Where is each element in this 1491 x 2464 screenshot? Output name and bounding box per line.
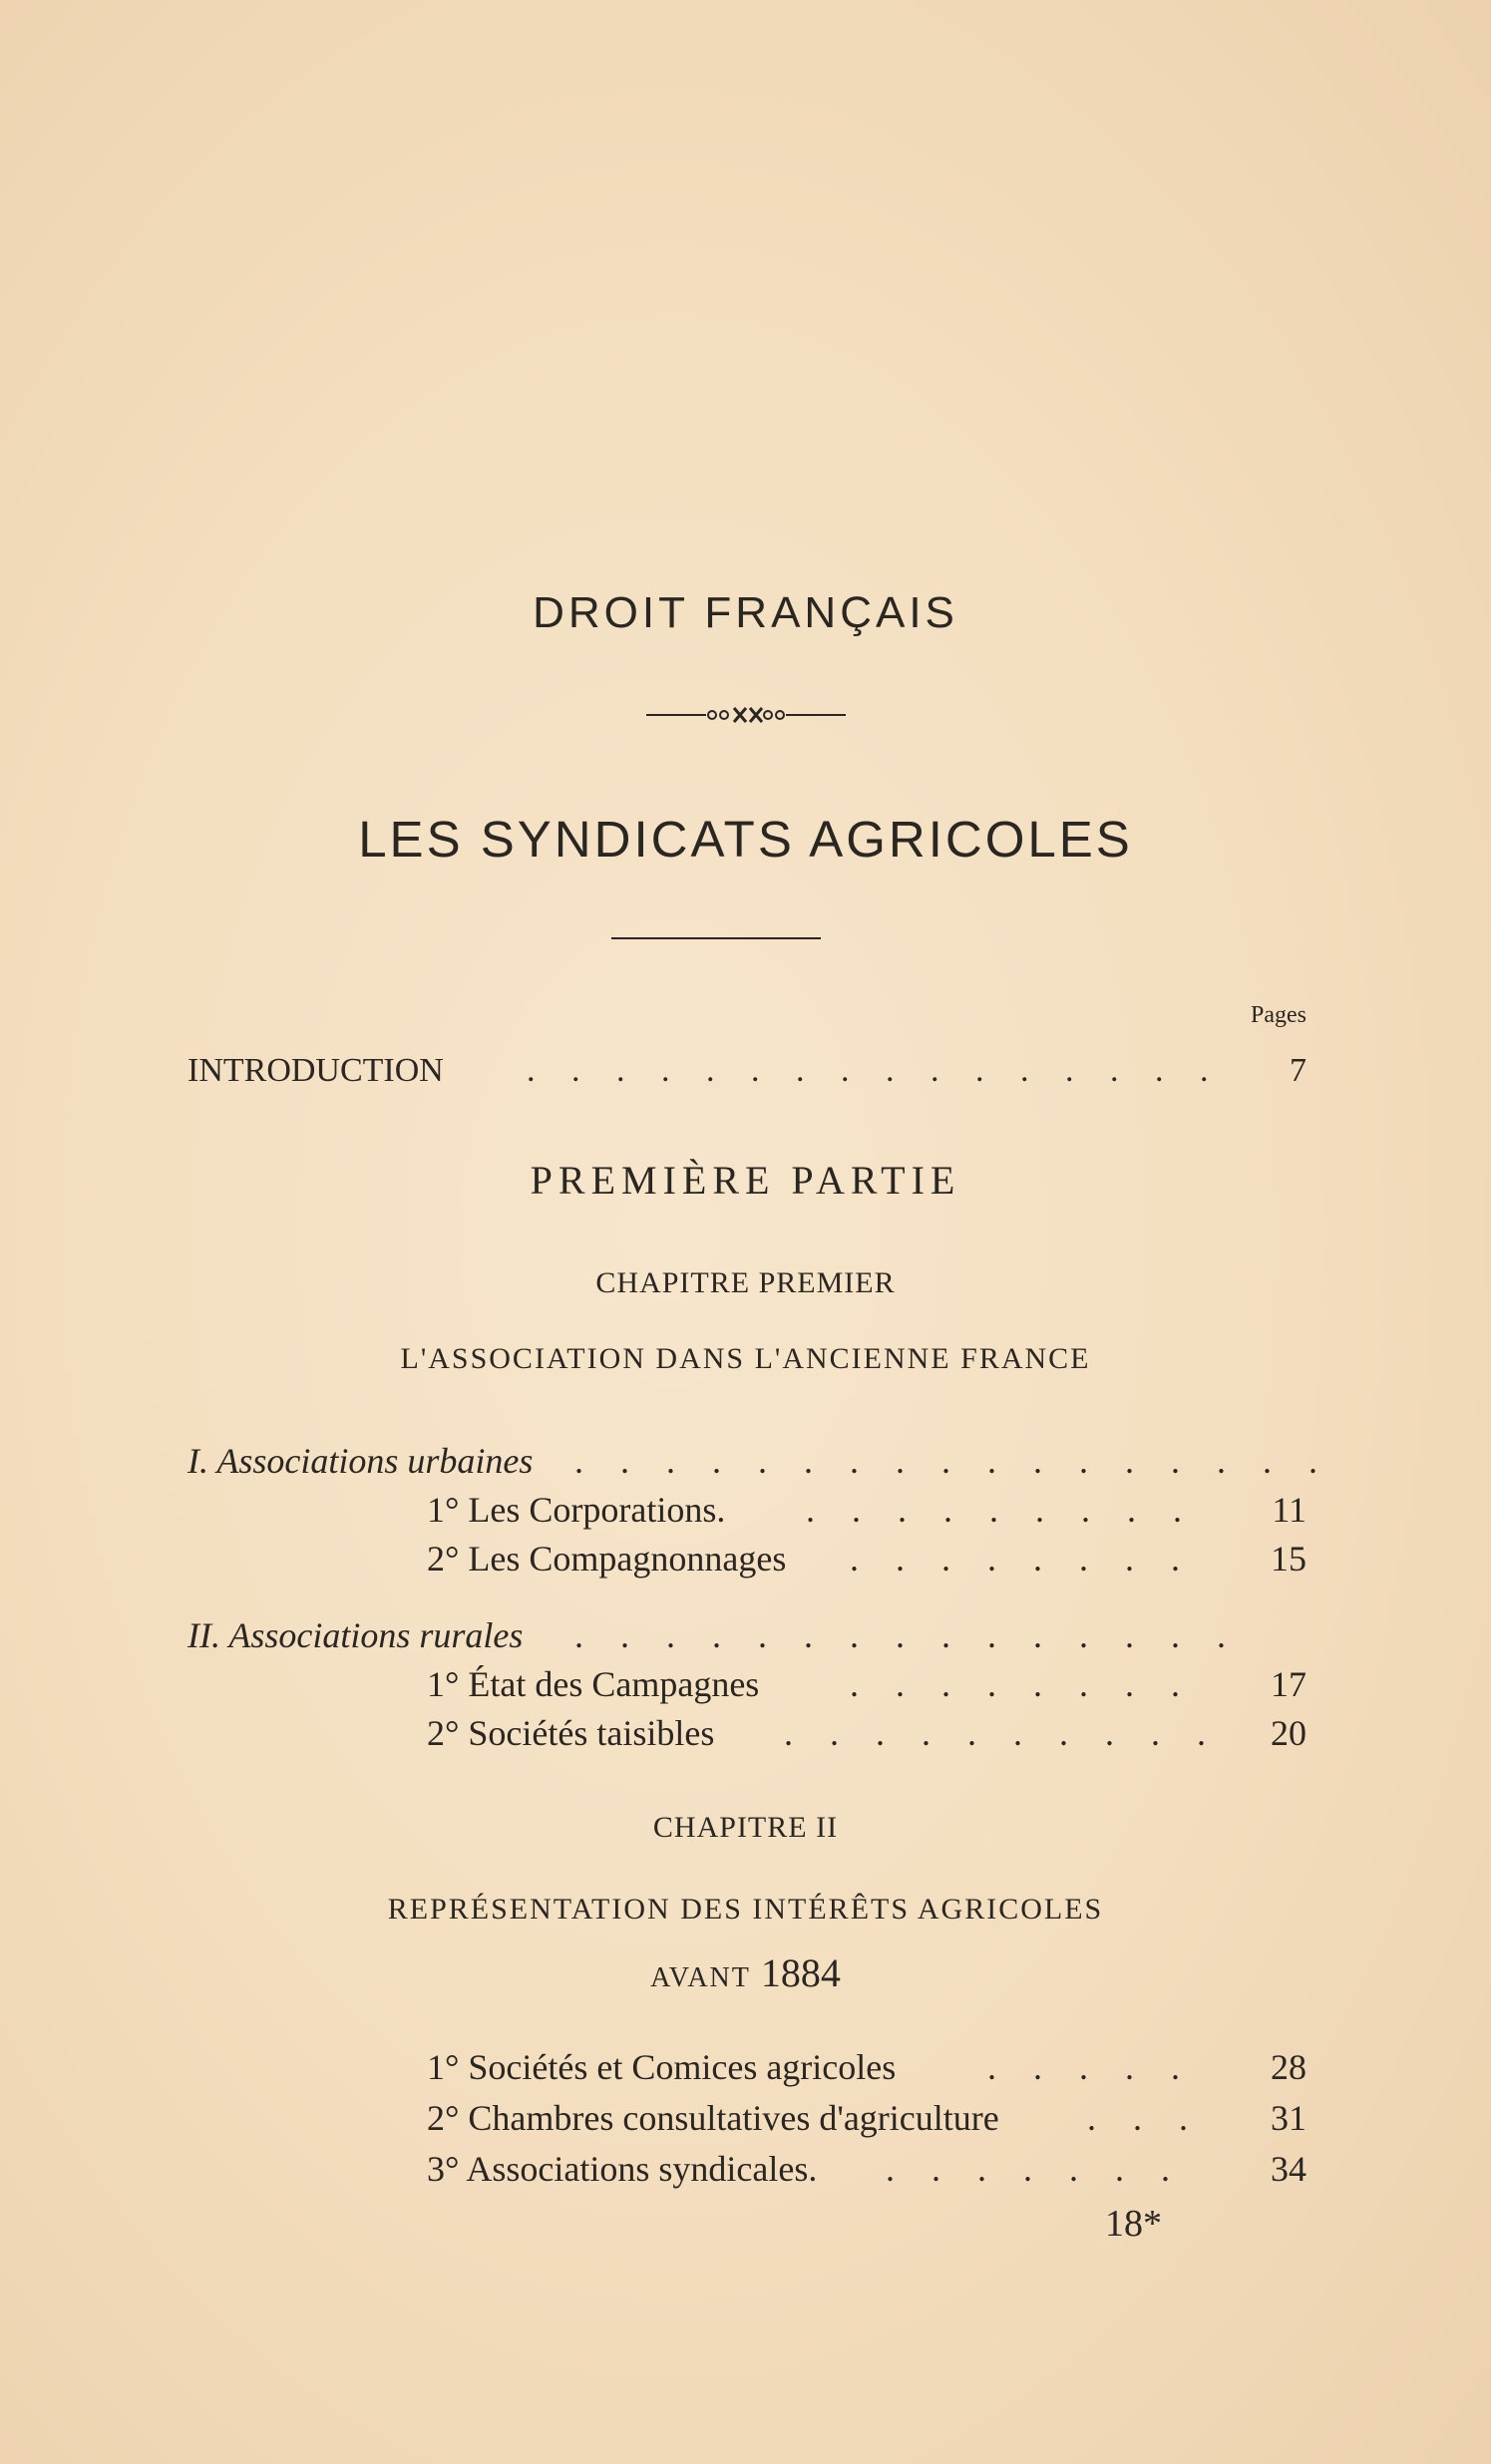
toc-entry (427, 2146, 1306, 2192)
toc-leader-dots: . . . . . . . . . . . . . . . . . (574, 1441, 1331, 1481)
toc-entry-label: 1° État des Campagnes (427, 1664, 760, 1704)
part-title: PREMIÈRE PARTIE (530, 1158, 961, 1203)
toc-entry (427, 2095, 1306, 2141)
toc-page-number: 20 (1271, 1713, 1306, 1753)
toc-entry-label: 2° Les Compagnonnages (427, 1539, 787, 1579)
toc-entry (427, 1661, 1306, 1707)
toc-leader-dots: . . . . . . . . . . . . . . . (574, 1615, 1240, 1655)
toc-page-number: 31 (1271, 2098, 1306, 2138)
toc-entry-label: I. Associations urbaines (187, 1441, 534, 1481)
subtitle-year: 1884 (760, 1950, 841, 1995)
toc-page-number: 28 (1271, 2047, 1306, 2087)
toc-page-number: 7 (1290, 1052, 1306, 1089)
toc-entry (187, 1612, 1306, 1658)
pages-column-header: Pages (1251, 1002, 1306, 1028)
toc-leader-dots: . . . . . . . . (850, 1539, 1194, 1579)
toc-leader-dots: . . . . . . . (886, 2149, 1184, 2189)
toc-leader-dots: . . . . . . . . . . . . . . . . (527, 1052, 1223, 1089)
toc-leader-dots: . . . . . (987, 2047, 1194, 2087)
toc-page-number: 34 (1271, 2149, 1306, 2189)
toc-entry-label: 2° Chambres consultatives d'agriculture (427, 2098, 999, 2138)
chapter-heading: CHAPITRE PREMIER (595, 1266, 896, 1299)
toc-entry (427, 2044, 1306, 2090)
ornament-divider (646, 700, 846, 730)
toc-leader-dots: . . . . . . . . . . (784, 1713, 1220, 1753)
toc-entry (427, 1710, 1306, 1756)
toc-page-number: 11 (1272, 1490, 1306, 1530)
toc-entry-label: INTRODUCTION (187, 1052, 444, 1089)
title-rule (611, 937, 821, 939)
toc-entry-label: 2° Sociétés taisibles (427, 1713, 715, 1753)
chapter-subtitle: REPRÉSENTATION DES INTÉRÊTS AGRICOLES (387, 1893, 1104, 1926)
toc-entry (187, 1438, 1331, 1484)
signature-mark: 18* (1105, 2203, 1162, 2245)
toc-leader-dots: . . . (1087, 2098, 1202, 2138)
chapter-subtitle: L'ASSOCIATION DANS L'ANCIENNE FRANCE (400, 1342, 1091, 1375)
book-title: LES SYNDICATS AGRICOLES (358, 811, 1133, 868)
toc-entry-label: II. Associations rurales (187, 1615, 524, 1655)
toc-entry-label: 1° Les Corporations. (427, 1490, 726, 1530)
toc-page-number: 17 (1271, 1664, 1306, 1704)
toc-entry-introduction (187, 1048, 1306, 1094)
chapter-heading: CHAPITRE II (652, 1811, 839, 1844)
toc-page-number: 15 (1271, 1539, 1306, 1579)
toc-leader-dots: . . . . . . . . . (806, 1490, 1196, 1530)
toc-entry (427, 1536, 1306, 1582)
toc-leader-dots: . . . . . . . . (850, 1664, 1194, 1704)
toc-entry-label: 1° Sociétés et Comices agricoles (427, 2047, 897, 2087)
toc-entry (427, 1487, 1306, 1533)
chapter-subtitle-line2 (0, 1949, 1491, 1996)
toc-entry-label: 3° Associations syndicales. (427, 2149, 818, 2189)
subtitle-word: AVANT (650, 1962, 751, 1993)
section-heading: DROIT FRANÇAIS (533, 588, 958, 637)
